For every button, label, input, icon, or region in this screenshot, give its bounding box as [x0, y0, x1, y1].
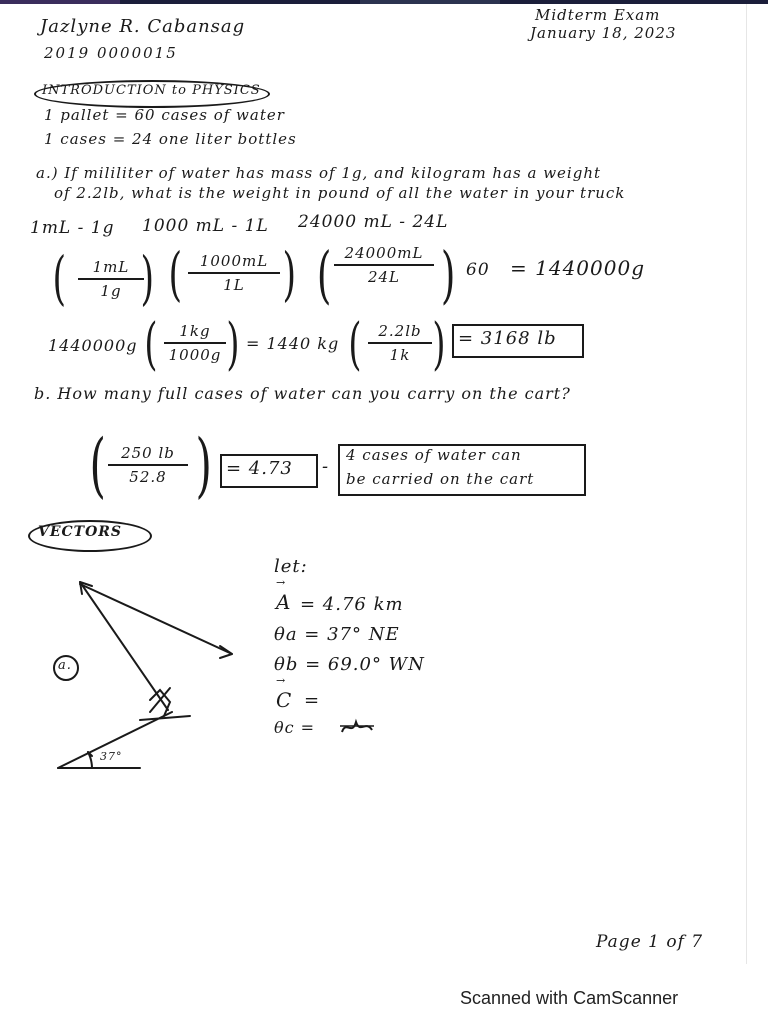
fraction-numerator: 1000mL — [199, 252, 269, 270]
paren-left: ( — [316, 238, 332, 311]
theta-a: θa = 37° NE — [274, 624, 400, 645]
fraction-denominator: 1k — [389, 346, 411, 364]
fraction-numerator: 250 lb — [121, 444, 175, 462]
student-name: Jazlyne R. Cabansag — [40, 16, 246, 37]
vector-arrow-icon: → — [276, 674, 287, 687]
paren-right: ) — [140, 244, 155, 312]
question-a-line-2: of 2.2lb, what is the weight in pound of all the water in your truck — [54, 184, 626, 202]
eq2-kg-value: = 1440 kg — [246, 334, 340, 353]
theta-b: θb = 69.0° WN — [274, 654, 425, 675]
answer-b: = 4.73 — [226, 458, 293, 479]
paren-right: ) — [226, 312, 240, 377]
section-title-intro-physics: INTRODUCTION to PHYSICS — [42, 83, 261, 98]
vector-a-value: = 4.76 km — [300, 594, 404, 615]
fraction-denominator: 1000g — [168, 346, 222, 364]
paren-right: ) — [440, 238, 456, 311]
conversion-1: 1mL - 1g — [30, 218, 115, 238]
paren-left: ( — [144, 312, 158, 377]
dash: - — [322, 456, 330, 477]
let-label: let: — [274, 556, 308, 577]
result-1440000g: = 1440000g — [510, 256, 645, 280]
part-label: a. — [58, 658, 72, 673]
given-line-1: 1 pallet = 60 cases of water — [44, 106, 285, 124]
fraction-numerator: 1mL — [92, 258, 130, 276]
vector-a-symbol: A — [276, 590, 292, 614]
conversion-2: 1000 mL - 1L — [142, 216, 269, 236]
student-id: 2019 0000015 — [44, 44, 178, 62]
paren-left: ( — [52, 244, 67, 312]
exam-date: January 18, 2023 — [530, 24, 677, 42]
given-line-2: 1 cases = 24 one liter bottles — [44, 130, 297, 148]
angle-label: 37° — [100, 750, 123, 763]
crossed-out-scribble — [342, 722, 372, 732]
fraction-denominator: 1g — [100, 282, 122, 300]
multiplier-60: 60 — [466, 260, 490, 280]
conversion-3: 24000 mL - 24L — [298, 212, 449, 232]
scanner-watermark: Scanned with CamScanner — [460, 988, 679, 1008]
page-number: Page 1 of 7 — [596, 932, 704, 952]
conclusion-line-1: 4 cases of water can — [346, 446, 522, 464]
paren-right: ) — [282, 240, 297, 308]
theta-c: θc = — [274, 718, 316, 737]
vector-c-value: = — [304, 690, 321, 711]
scribble-overlay — [0, 4, 746, 964]
scanned-page — [0, 4, 747, 964]
question-a-line-1: a.) If mililiter of water has mass of 1g, and kilogram has a weight — [36, 164, 602, 182]
paren-left: ( — [89, 424, 106, 506]
paren-right: ) — [432, 312, 446, 377]
paren-left: ( — [168, 240, 183, 308]
question-b: b. How many full cases of water can you carry on the cart? — [34, 384, 571, 403]
answer-a: = 3168 lb — [458, 328, 557, 349]
vector-c-symbol: C — [276, 688, 293, 712]
fraction-denominator: 52.8 — [129, 468, 167, 486]
vector-arrow-icon: → — [276, 576, 287, 589]
fraction-denominator: 1L — [223, 276, 245, 294]
fraction-numerator: 1kg — [179, 322, 211, 340]
paren-right: ) — [195, 424, 212, 506]
paren-left: ( — [348, 312, 362, 377]
section-title-vectors: VECTORS — [38, 524, 123, 540]
fraction-denominator: 24L — [367, 268, 401, 286]
fraction-numerator: 24000mL — [344, 244, 424, 262]
fraction-numerator: 2.2lb — [378, 322, 422, 340]
exam-title: Midterm Exam — [535, 6, 661, 24]
conclusion-line-2: be carried on the cart — [346, 470, 535, 488]
eq2-lead-value: 1440000g — [48, 336, 138, 355]
